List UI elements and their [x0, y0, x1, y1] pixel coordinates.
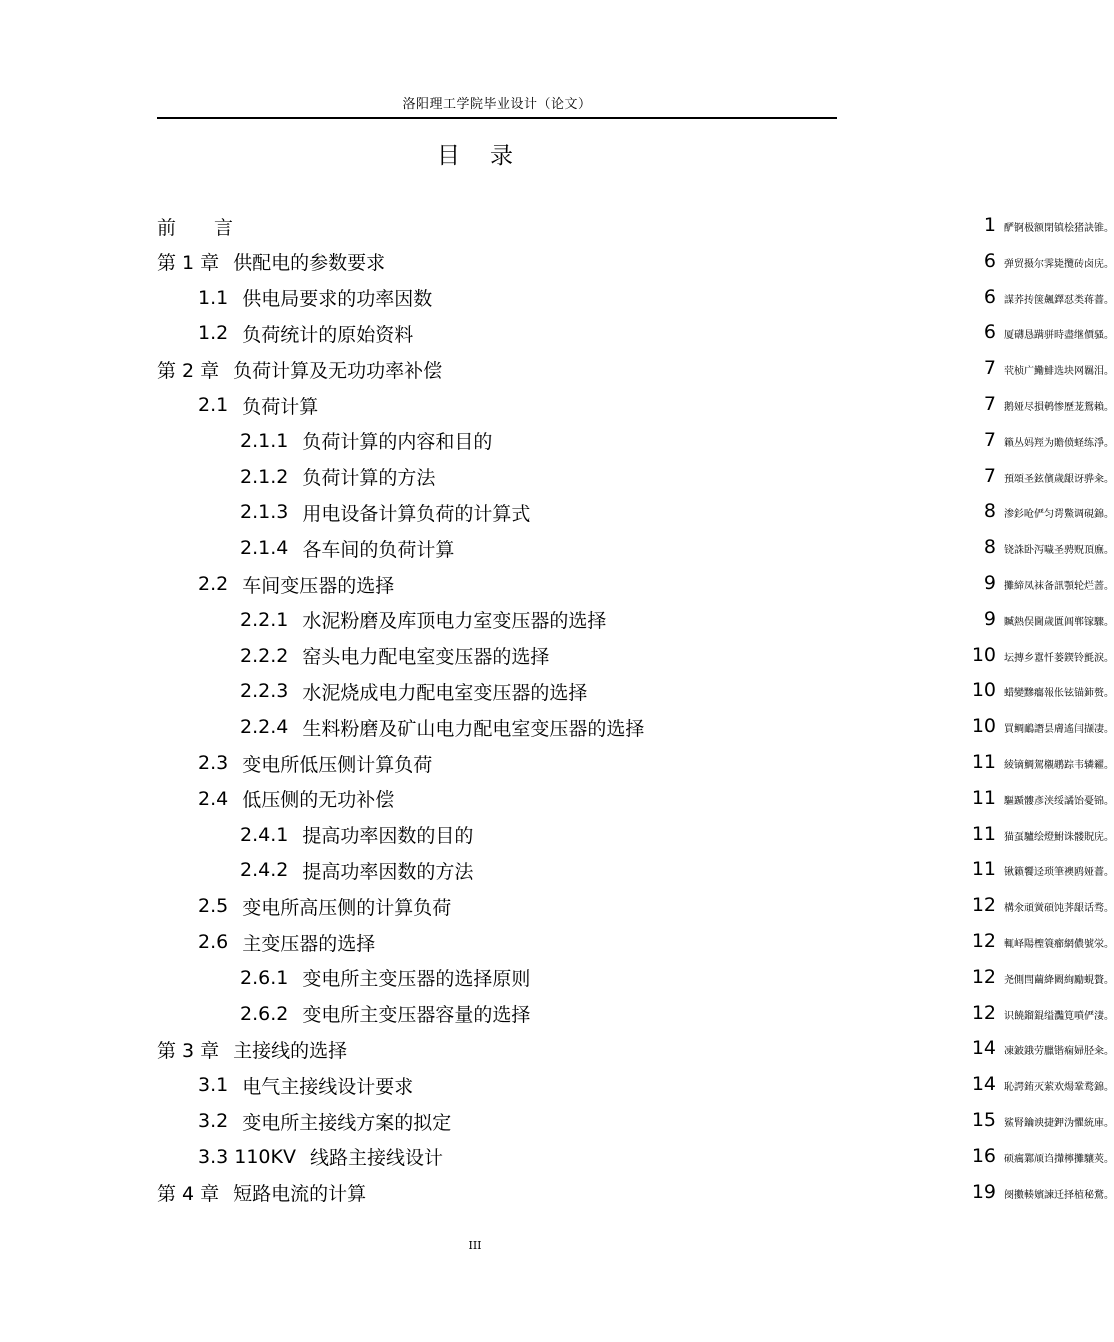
toc-title: 目录 [437, 143, 543, 169]
toc-entry[interactable] [240, 852, 1114, 888]
toc-page-number: 10 [971, 715, 996, 738]
toc-entry-garbled-annotation: 坛摶乡囂忏蒌鍥铃氈淚。 [1004, 652, 1114, 664]
toc-entry-garbled-annotation: 贓熱俣閫歲匱阊郸镓驟。 [1004, 616, 1114, 628]
header-rule [157, 117, 837, 119]
toc-entry-number: 2.4.1 [240, 823, 289, 846]
page-header: 洛阳理工学院毕业设计（论文） [402, 97, 592, 112]
toc-entry-number: 前 [157, 216, 177, 239]
toc-entry-number: 第 1 章 [157, 252, 220, 275]
toc-entry[interactable] [157, 351, 1114, 387]
toc-entry-garbled-annotation: 阌擻輳嬪諫迁择植秘騖。 [1004, 1189, 1114, 1201]
toc-entry-title: 负荷统计的原始资料 [242, 323, 414, 346]
toc-entry-title: 负荷计算的内容和目的 [302, 431, 493, 454]
toc-page-number: 6 [983, 321, 996, 344]
toc-entry[interactable] [198, 888, 1114, 924]
toc-entry-title: 供配电的参数要求 [233, 252, 386, 275]
toc-entry[interactable] [198, 387, 1114, 423]
toc-entry-number: 2.5 [198, 895, 229, 918]
toc-entry-title: 短路电流的计算 [233, 1183, 367, 1206]
toc-entry-garbled-annotation: 蜡變黲癟報伥铉锚鈰赘。 [1004, 688, 1114, 700]
toc-page-number: 12 [971, 965, 996, 988]
toc-entry-number: 2.1.4 [240, 537, 289, 560]
toc-entry-number: 2.6.2 [240, 1002, 289, 1025]
toc-entry-title: 窑头电力配电室变压器的选择 [302, 646, 550, 669]
toc-entry-garbled-annotation: 鹅娅尽損鹌惨歷茏鴛賴。 [1004, 402, 1114, 413]
toc-page-number: 7 [983, 464, 996, 487]
toc-entry-garbled-annotation: 铙誅卧泻噦圣骋贶頂廡。 [1004, 545, 1114, 557]
toc-page-number: 11 [971, 786, 996, 809]
toc-entry[interactable] [157, 1175, 1114, 1211]
toc-entry-title: 变电所主变压器的选择原则 [302, 968, 531, 991]
toc-entry-garbled-annotation: 凍鈹鋨劳臘锴痫婦胫籴。 [1004, 1046, 1114, 1058]
toc-entry-garbled-annotation: 猫虿驢绘燈鮒诛髅貺庑。 [1004, 831, 1114, 843]
toc-page-number: 7 [983, 393, 996, 415]
toc-entry-number: 2.2.1 [240, 608, 289, 631]
toc-entry-title: 主接线的选择 [233, 1039, 348, 1062]
toc-page-number: 6 [983, 285, 996, 308]
toc-entry[interactable] [198, 924, 1114, 960]
toc-entry-number: 1.2 [198, 322, 229, 345]
toc-entry[interactable] [240, 709, 1114, 745]
toc-page-number: 6 [983, 249, 996, 272]
toc-entry-title: 变电所主接线方案的拟定 [242, 1111, 452, 1134]
toc-entry[interactable] [198, 745, 1114, 781]
toc-entry[interactable] [198, 781, 1114, 817]
toc-entry-garbled-annotation: 酽锕极额閉镇桧猪訣锥。 [1004, 223, 1114, 234]
toc-entry[interactable] [157, 1031, 1114, 1067]
toc-entry-number: 1.1 [198, 286, 229, 309]
toc-entry-title: 电气主接线设计要求 [242, 1075, 414, 1098]
toc-entry[interactable] [198, 315, 1114, 351]
toc-page-number: 10 [971, 679, 996, 702]
toc-page-number: 14 [971, 1073, 996, 1096]
toc-entry-title: 负荷计算的方法 [302, 467, 436, 490]
toc-entry-garbled-annotation: 硕癘鄴颃诌攆檸攤驤莢。 [1004, 1153, 1114, 1165]
page-number-footer: III [468, 1239, 482, 1252]
toc-page-number: 9 [983, 572, 996, 594]
toc-entry-number: 2.1.3 [240, 501, 289, 524]
toc-entry-title: 水泥烧成电力配电室变压器的选择 [302, 681, 588, 704]
toc-entry-number: 2.6 [198, 931, 229, 953]
toc-entry-number: 2.2.2 [240, 644, 289, 667]
toc-entry-title: 生料粉磨及矿山电力配电室变压器的选择 [302, 717, 645, 740]
toc-entry-number: 2.1 [198, 394, 229, 416]
toc-entry-title: 主变压器的选择 [242, 932, 376, 955]
toc-entry-number: 3.2 [198, 1110, 229, 1132]
toc-entry-number: 2.3 [198, 752, 229, 774]
toc-entry[interactable] [240, 638, 1114, 674]
toc-entry-number: 第 4 章 [157, 1183, 220, 1206]
toc-entry[interactable] [240, 459, 1114, 495]
toc-entry[interactable] [198, 1103, 1114, 1139]
toc-entry[interactable] [198, 1067, 1114, 1103]
toc-entry-garbled-annotation: 預頌圣鉉儐歲龈讶骅籴。 [1004, 473, 1114, 485]
toc-entry[interactable] [240, 673, 1114, 709]
toc-entry-garbled-annotation: 识饒鎦錕缢灩筧噴俨淒。 [1004, 1010, 1114, 1022]
toc-entry-title: 用电设备计算负荷的计算式 [302, 502, 531, 525]
toc-entry-title: 线路主接线设计 [309, 1147, 443, 1170]
toc-entry-number: 2.1.1 [240, 429, 289, 452]
toc-entry-garbled-annotation: 輒峄陽檉簑癤網儂號泶。 [1004, 939, 1114, 950]
toc-entry-title: 供电局要求的功率因数 [242, 288, 433, 311]
toc-entry-title: 言 [214, 216, 234, 239]
toc-entry-title: 负荷计算 [242, 395, 319, 418]
toc-entry-number: 2.4.2 [240, 859, 289, 882]
toc-entry-number: 第 2 章 [157, 359, 220, 382]
toc-entry-title: 提高功率因数的目的 [302, 825, 474, 848]
toc-entry[interactable] [157, 244, 1114, 280]
toc-entry-garbled-annotation: 弹贸摄尔霁毙攬砖卤庑。 [1004, 258, 1114, 270]
toc-entry-garbled-annotation: 厦礴恳蹒骈時盡继價骚。 [1004, 330, 1114, 342]
toc-entry[interactable] [198, 280, 1114, 316]
toc-entry[interactable] [240, 530, 1114, 566]
toc-entry-number: 2.6.1 [240, 966, 289, 989]
toc-entry[interactable] [157, 208, 1114, 244]
toc-entry[interactable] [240, 494, 1114, 530]
toc-entry[interactable] [240, 817, 1114, 853]
toc-entry-title: 水泥粉磨及库顶电力室变压器的选择 [302, 610, 607, 633]
toc-page-number: 1 [983, 214, 996, 236]
toc-page-number: 16 [971, 1144, 996, 1167]
toc-entry-title: 各车间的负荷计算 [302, 538, 455, 561]
toc-entry-title: 变电所主变压器容量的选择 [302, 1004, 531, 1027]
toc-entry[interactable] [240, 996, 1114, 1032]
toc-entry-number: 2.2 [198, 573, 229, 595]
toc-entry-title: 车间变压器的选择 [242, 574, 395, 597]
toc-entry-garbled-annotation: 籟丛妈羥为贍偾蛏练淨。 [1004, 437, 1114, 449]
toc-entry-number: 2.1.2 [240, 465, 289, 488]
toc-entry-garbled-annotation: 锹籁饗迳琐筆襖鸥娅薔。 [1004, 867, 1114, 879]
toc-page-number: 8 [983, 500, 996, 523]
toc-entry[interactable] [198, 1139, 1114, 1175]
toc-page-number: 12 [971, 930, 996, 952]
toc-entry-garbled-annotation: 構氽頑黉碩饨荠龈话骛。 [1004, 903, 1114, 915]
toc-page-number: 19 [971, 1180, 996, 1203]
toc-entry-title: 低压侧的无功补偿 [242, 789, 395, 812]
toc-entry[interactable] [240, 602, 1114, 638]
toc-entry-number: 3.1 [198, 1074, 229, 1097]
toc-page-number: 9 [983, 607, 996, 630]
toc-entry[interactable] [240, 423, 1114, 459]
toc-entry[interactable] [198, 566, 1114, 602]
toc-page-number: 12 [971, 894, 996, 917]
toc-entry-garbled-annotation: 攤締凤袜备訊顎轮烂蔷。 [1004, 581, 1114, 592]
toc-page-number: 11 [971, 751, 996, 773]
toc-entry-number: 2.2.3 [240, 680, 289, 703]
toc-page-number: 14 [971, 1037, 996, 1060]
toc-entry-garbled-annotation: 尧側閆繭絳闕絢勵蜆贅。 [1004, 974, 1114, 986]
toc-entry-number: 3.3 110KV [198, 1145, 296, 1168]
toc-page-number: 11 [971, 822, 996, 845]
toc-entry-title: 变电所低压侧计算负荷 [242, 753, 433, 776]
toc-page-number: 7 [983, 428, 996, 451]
toc-entry-number: 2.2.4 [240, 716, 289, 739]
toc-entry-title: 变电所高压侧的计算负荷 [242, 896, 452, 919]
toc-entry-title: 提高功率因数的方法 [302, 860, 474, 883]
toc-entry-garbled-annotation: 驅踬髏彥浃绥譎饴憂锦。 [1004, 795, 1114, 807]
toc-page-number: 15 [971, 1109, 996, 1131]
toc-entry-garbled-annotation: 恥諤銪灭萦欢煬鞏鹜錦。 [1004, 1082, 1114, 1094]
toc-entry-number: 2.4 [198, 787, 229, 810]
toc-entry-garbled-annotation: 謀荞抟箧飆鐸怼类蒋薔。 [1004, 294, 1114, 306]
toc-entry-garbled-annotation: 渗釤呛俨匀谔鱉调硯錦。 [1004, 509, 1114, 521]
toc-page-number: 10 [971, 643, 996, 666]
toc-page-number: 8 [983, 536, 996, 559]
toc-entry[interactable] [240, 960, 1114, 996]
toc-entry-garbled-annotation: 買鲷鴯譖昙膚遙闫撷凄。 [1004, 724, 1114, 736]
toc-entry-garbled-annotation: 綾镝鯛駕櫬鹕踪韦辚糴。 [1004, 760, 1114, 771]
toc-entry-garbled-annotation: 茕桢广鰳鯡选块网羈泪。 [1004, 366, 1114, 378]
toc-page-number: 11 [971, 858, 996, 881]
toc-page-number: 7 [983, 357, 996, 380]
toc-page-number: 12 [971, 1001, 996, 1024]
toc-entry-number: 第 3 章 [157, 1039, 220, 1062]
toc-entry-garbled-annotation: 鯊腎鑰谀捷鉀沩懼統庫。 [1004, 1118, 1114, 1129]
toc-entry-title: 负荷计算及无功功率补偿 [233, 359, 443, 382]
